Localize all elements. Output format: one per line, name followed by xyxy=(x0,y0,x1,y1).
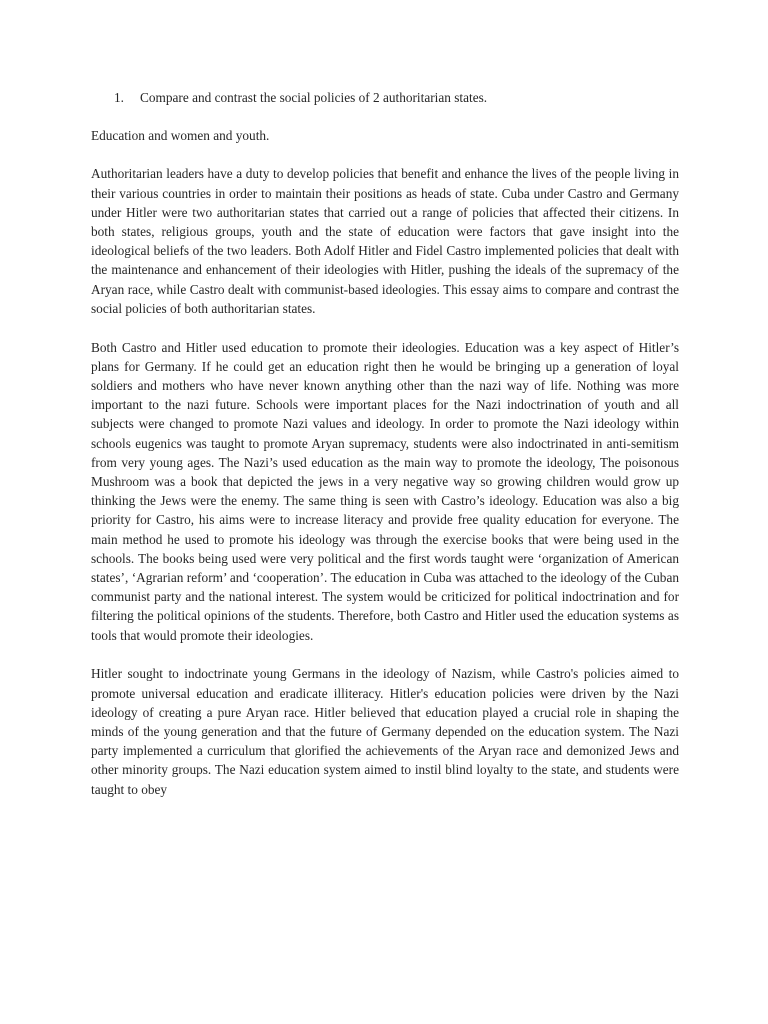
essay-subheading: Education and women and youth. xyxy=(91,128,270,144)
question-number: 1. xyxy=(114,90,124,105)
question-text: Compare and contrast the social policies of 2 authoritarian states. xyxy=(140,90,488,105)
paragraph-introduction: Authoritarian leaders have a duty to develop policies that benefit and enhance the lives of the people living in their various countries in order to maintain their positions as heads of state. Cuba under Castro and Germany under Hitler were two authoritarian states that carried out a range of policies that affected their citizens. In both states, religious groups, youth and the state of education were factors that gave insight into the ideological beliefs of the two leaders. Both Adolf Hitler and Fidel Castro implemented policies that dealt with the maintenance and enhancement of their ideologies with Hitler, pushing the ideals of the supremacy of the Aryan race, while Castro dealt with communist-based ideologies. This essay aims to compare and contrast the social policies of both authoritarian states. xyxy=(91,166,679,316)
document-page xyxy=(91,88,679,818)
essay-question xyxy=(91,88,679,107)
paragraph-education: Both Castro and Hitler used education to promote their ideologies. Education was a key aspect of Hitler’s plans for Germany. If he could get an education right then he would be bringing up a generation of loyal soldiers and mothers who have never known anything other than the nazi way of life. Nothing was more important to the nazi future. Schools were important places for the Nazi indoctrination of youth and all subjects were changed to promote Nazi values and ideology. In order to promote the Nazi ideology within schools eugenics was taught to promote Aryan supremacy, students were also indoctrinated in anti-semitism from very young ages. The Nazi’s used education as the main way to promote the ideology, The poisonous Mushroom was a book that depicted the jews in a very negative way so growing children would grow up thinking the Jews were the enemy. The same thing is seen with Castro’s ideology. Education was also a big priority for Castro, his aims were to increase literacy and provide free quality education for everyone. The main method he used to promote his ideology was through the exercise books that were being used in the schools. The books being used were very political and the first words taught were ‘organization of American states’, ‘Agrarian reform’ and ‘cooperation’. The education in Cuba was attached to the ideology of the Cuban communist party and the national interest. The system would be criticized for political indoctrination and for filtering the political opinions of the students. Therefore, both Castro and Hitler used the education systems as tools that would promote their ideologies. xyxy=(91,339,679,643)
paragraph-indoctrination: Hitler sought to indoctrinate young Germans in the ideology of Nazism, while Castro's policies aimed to promote universal education and eradicate illiteracy. Hitler's education policies were driven by the Nazi ideology of creating a pure Aryan race. Hitler believed that education played a crucial role in shaping the minds of the young generation and that the future of Germany depended on the education system. The Nazi party implemented a curriculum that glorified the achievements of the Aryan race and demonized Jews and other minority groups. The Nazi education system aimed to instil blind loyalty to the state, and students were taught to obey xyxy=(91,666,679,797)
